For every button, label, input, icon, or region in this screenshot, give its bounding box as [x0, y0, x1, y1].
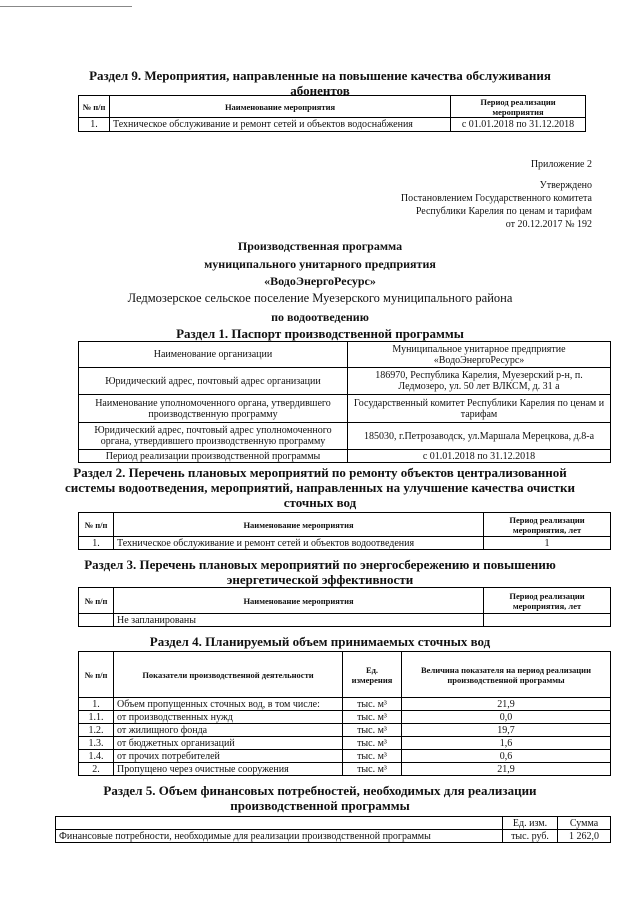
- program-line4: Ледмозерское сельское поселение Муезерского муниципального района: [127, 291, 513, 305]
- s4-title: Раздел 4. Планируемый объем принимаемых сточных вод: [149, 634, 491, 649]
- program-title: Производственная программа: [237, 239, 403, 253]
- s1-title: Раздел 1. Паспорт производственной программы: [176, 326, 464, 341]
- table-row: [79, 450, 611, 463]
- s5-header-blank: [56, 817, 503, 830]
- program-line2: муниципального унитарного предприятия: [204, 257, 436, 271]
- table-row: [79, 724, 611, 737]
- cell-sum: 1 262,0: [558, 830, 611, 843]
- cell-indicator: от жилищного фонда: [114, 724, 343, 737]
- cell-value: 186970, Республика Карелия, Муезерский р-н, п. Ледмозеро, ул. 50 лет ВЛКСМ, д. 31 а: [348, 368, 611, 395]
- top-rule: [0, 6, 132, 7]
- s5-header-unit: Ед. изм.: [503, 817, 558, 830]
- s2-header-period: Период реализации мероприятия, лет: [484, 513, 611, 537]
- cell-num: 1.: [79, 118, 110, 132]
- s3-title-line1: Раздел 3. Перечень плановых мероприятий по энергосбережению и повышению: [84, 557, 556, 572]
- program-line3: «ВодоЭнергоРесурс»: [264, 274, 376, 288]
- cell-period: с 01.01.2018 по 31.12.2018: [451, 118, 586, 132]
- cell-num: 2.: [79, 763, 114, 776]
- s2-title-line1: Раздел 2. Перечень плановых мероприятий по ремонту объектов централизованной: [73, 465, 567, 480]
- cell-label: Юридический адрес, почтовый адрес организации: [79, 368, 348, 395]
- s3-header-num: № п/п: [79, 588, 114, 614]
- table-row: [79, 118, 586, 132]
- cell-unit: тыс. м³: [343, 711, 402, 724]
- s9-header-name: Наименование мероприятия: [110, 96, 451, 118]
- s4-header-indicator: Показатели производственной деятельности: [114, 652, 343, 698]
- s2-header-name: Наименование мероприятия: [114, 513, 484, 537]
- s9-title-line2: абонентов: [290, 83, 350, 98]
- cell-label: Юридический адрес, почтовый адрес уполномоченного органа, утвердившего производственную программу: [79, 423, 348, 450]
- table-row: [79, 750, 611, 763]
- s4-table: [78, 651, 611, 776]
- cell-value: Муниципальное унитарное предприятие «ВодоЭнергоРесурс»: [348, 342, 611, 368]
- cell-num: 1.3.: [79, 737, 114, 750]
- approval-line1: Постановлением Государственного комитета: [400, 193, 592, 204]
- table-row: [79, 763, 611, 776]
- s3-header-name: Наименование мероприятия: [114, 588, 484, 614]
- cell-unit: тыс. м³: [343, 750, 402, 763]
- approved-label: Утверждено: [539, 180, 592, 191]
- s9-title-line1: Раздел 9. Мероприятия, направленные на повышение качества обслуживания: [89, 68, 551, 83]
- cell-value: 0,6: [402, 750, 611, 763]
- cell-value: Государственный комитет Республики Карелия по ценам и тарифам: [348, 395, 611, 423]
- table-row: [79, 737, 611, 750]
- cell-indicator: от бюджетных организаций: [114, 737, 343, 750]
- cell-unit: тыс. м³: [343, 698, 402, 711]
- table-row: [79, 614, 611, 627]
- s4-header-value: Величина показателя на период реализации производственной программы: [402, 652, 611, 698]
- s3-title: [0, 557, 640, 587]
- s3-title-line2: энергетической эффективности: [226, 572, 414, 587]
- cell-indicator: Пропущено через очистные сооружения: [114, 763, 343, 776]
- s2-header-num: № п/п: [79, 513, 114, 537]
- cell-name: Финансовые потребности, необходимые для реализации производственной программы: [56, 830, 503, 843]
- cell-period: [484, 614, 611, 627]
- s9-title: [0, 68, 640, 98]
- table-row: [79, 423, 611, 450]
- cell-label: Период реализации производственной программы: [79, 450, 348, 463]
- approval-line3: от 20.12.2017 № 192: [505, 219, 592, 230]
- appendix-label: Приложение 2: [530, 159, 592, 170]
- cell-num: 1.2.: [79, 724, 114, 737]
- cell-label: Наименование уполномоченного органа, утвердившего производственную программу: [79, 395, 348, 423]
- cell-indicator: Объем пропущенных сточных вод, в том числе:: [114, 698, 343, 711]
- s4-header-unit: Ед. измерения: [343, 652, 402, 698]
- cell-indicator: от прочих потребителей: [114, 750, 343, 763]
- cell-name: Техническое обслуживание и ремонт сетей и объектов водоснабжения: [110, 118, 451, 132]
- cell-unit: тыс. руб.: [503, 830, 558, 843]
- cell-value: 21,9: [402, 763, 611, 776]
- s2-title: [0, 465, 640, 510]
- s4-header-num: № п/п: [79, 652, 114, 698]
- cell-num: 1.4.: [79, 750, 114, 763]
- cell-value: 185030, г.Петрозаводск, ул.Маршала Мерецкова, д.8-а: [348, 423, 611, 450]
- table-row: [79, 342, 611, 368]
- cell-value: с 01.01.2018 по 31.12.2018: [348, 450, 611, 463]
- approval-line2: Республики Карелия по ценам и тарифам: [415, 206, 592, 217]
- cell-name: Техническое обслуживание и ремонт сетей и объектов водоотведения: [114, 537, 484, 550]
- cell-value: 1,6: [402, 737, 611, 750]
- s5-title-line1: Раздел 5. Объем финансовых потребностей, необходимых для реализации: [103, 783, 537, 798]
- s5-title-line2: производственной программы: [230, 798, 410, 813]
- s2-title-line3: сточных вод: [283, 495, 357, 510]
- cell-label: Наименование организации: [79, 342, 348, 368]
- cell-unit: тыс. м³: [343, 737, 402, 750]
- cell-unit: тыс. м³: [343, 724, 402, 737]
- cell-period: 1: [484, 537, 611, 550]
- s5-table: [55, 816, 611, 843]
- cell-num: 1.: [79, 698, 114, 711]
- cell-num: [79, 614, 114, 627]
- approval-block: [401, 158, 592, 231]
- cell-value: 19,7: [402, 724, 611, 737]
- table-row: [56, 830, 611, 843]
- table-row: [79, 711, 611, 724]
- program-line5: по водоотведению: [271, 310, 369, 324]
- s2-title-line2: системы водоотведения, мероприятий, направленных на улучшение качества очистки: [65, 480, 575, 495]
- cell-value: 0,0: [402, 711, 611, 724]
- s9-table: [78, 95, 586, 132]
- s9-header-num: № п/п: [79, 96, 110, 118]
- cell-value: 21,9: [402, 698, 611, 711]
- s3-table: [78, 587, 611, 627]
- s3-header-period: Период реализации мероприятия, лет: [484, 588, 611, 614]
- s5-title: [0, 783, 640, 813]
- cell-num: 1.: [79, 537, 114, 550]
- s5-header-sum: Сумма: [558, 817, 611, 830]
- table-row: [79, 698, 611, 711]
- cell-indicator: от производственных нужд: [114, 711, 343, 724]
- s2-table: [78, 512, 611, 550]
- cell-num: 1.1.: [79, 711, 114, 724]
- s9-header-period: Период реализации мероприятия: [451, 96, 586, 118]
- table-row: [79, 395, 611, 423]
- cell-unit: тыс. м³: [343, 763, 402, 776]
- cell-name: Не запланированы: [114, 614, 484, 627]
- table-row: [79, 368, 611, 395]
- s1-table: [78, 341, 611, 463]
- table-row: [79, 537, 611, 550]
